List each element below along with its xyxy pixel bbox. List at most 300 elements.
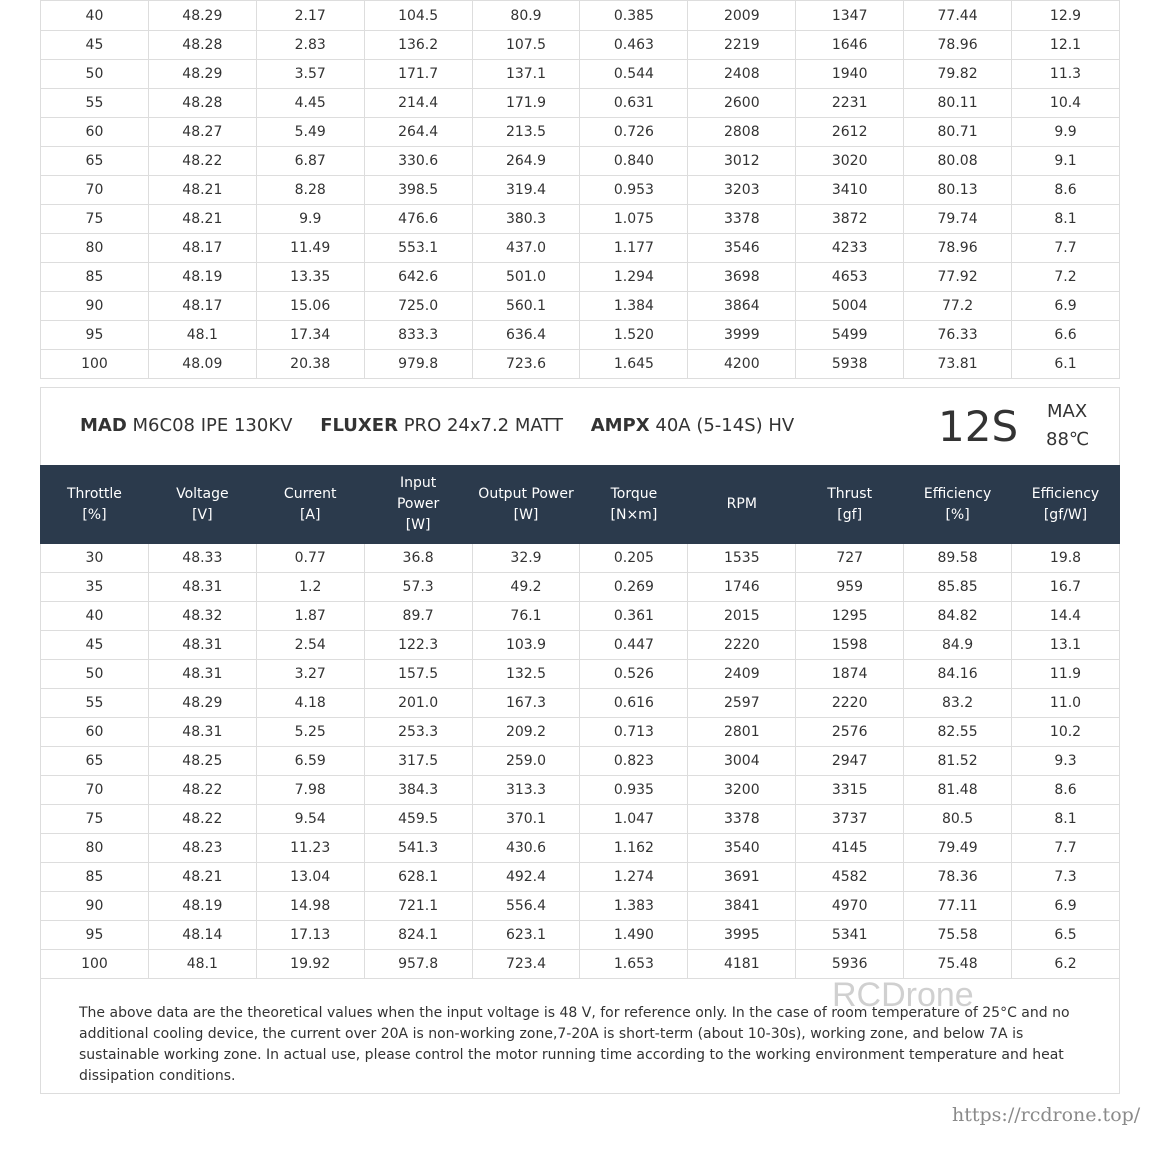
table-cell: 213.5 bbox=[472, 118, 580, 147]
table-cell: 0.840 bbox=[580, 147, 688, 176]
table-cell: 55 bbox=[41, 89, 149, 118]
table-cell: 80.71 bbox=[904, 118, 1012, 147]
table-cell: 80.11 bbox=[904, 89, 1012, 118]
table-cell: 89.58 bbox=[904, 544, 1012, 573]
table-cell: 3004 bbox=[688, 747, 796, 776]
table-cell: 2600 bbox=[688, 89, 796, 118]
table-cell: 78.96 bbox=[904, 31, 1012, 60]
table-cell: 10.4 bbox=[1012, 89, 1120, 118]
table-cell: 48.28 bbox=[148, 31, 256, 60]
column-header-line: [W] bbox=[405, 517, 431, 533]
column-header-line: Output Power bbox=[478, 485, 574, 502]
table-cell: 264.4 bbox=[364, 118, 472, 147]
table-cell: 253.3 bbox=[364, 718, 472, 747]
table-cell: 725.0 bbox=[364, 292, 472, 321]
table-cell: 48.28 bbox=[148, 89, 256, 118]
table-cell: 5499 bbox=[796, 321, 904, 350]
table-cell: 1.162 bbox=[580, 834, 688, 863]
table-cell: 55 bbox=[41, 689, 149, 718]
prop-model: PRO 24x7.2 MATT bbox=[403, 415, 563, 436]
table-row bbox=[41, 205, 1120, 234]
table-cell: 48.21 bbox=[148, 176, 256, 205]
watermark: RCDrone bbox=[832, 976, 974, 1014]
table-cell: 3546 bbox=[688, 234, 796, 263]
table-cell: 330.6 bbox=[364, 147, 472, 176]
table-cell: 1.653 bbox=[580, 950, 688, 979]
table-cell: 84.9 bbox=[904, 631, 1012, 660]
table-cell: 60 bbox=[41, 718, 149, 747]
table-cell: 85 bbox=[41, 863, 149, 892]
table-cell: 6.9 bbox=[1012, 292, 1120, 321]
table-cell: 4233 bbox=[796, 234, 904, 263]
table-cell: 11.0 bbox=[1012, 689, 1120, 718]
table-cell: 5341 bbox=[796, 921, 904, 950]
table-cell: 7.7 bbox=[1012, 234, 1120, 263]
table-cell: 45 bbox=[41, 31, 149, 60]
table-cell: 80 bbox=[41, 834, 149, 863]
table-cell: 40 bbox=[41, 602, 149, 631]
main-table-header bbox=[41, 466, 1120, 544]
table-cell: 1535 bbox=[688, 544, 796, 573]
motor-model: M6C08 IPE 130KV bbox=[132, 415, 293, 436]
table-cell: 48.23 bbox=[148, 834, 256, 863]
table-cell: 7.98 bbox=[256, 776, 364, 805]
table-cell: 3.57 bbox=[256, 60, 364, 89]
table-cell: 1.384 bbox=[580, 292, 688, 321]
table-cell: 48.19 bbox=[148, 263, 256, 292]
table-cell: 1.047 bbox=[580, 805, 688, 834]
table-cell: 4145 bbox=[796, 834, 904, 863]
table-cell: 48.22 bbox=[148, 776, 256, 805]
table-row bbox=[41, 892, 1120, 921]
table-cell: 4970 bbox=[796, 892, 904, 921]
table-cell: 3378 bbox=[688, 805, 796, 834]
table-cell: 5936 bbox=[796, 950, 904, 979]
table-cell: 2408 bbox=[688, 60, 796, 89]
table-cell: 0.631 bbox=[580, 89, 688, 118]
table-cell: 3995 bbox=[688, 921, 796, 950]
table-cell: 721.1 bbox=[364, 892, 472, 921]
table-cell: 833.3 bbox=[364, 321, 472, 350]
table-cell: 48.31 bbox=[148, 718, 256, 747]
table-cell: 7.7 bbox=[1012, 834, 1120, 863]
table-cell: 0.953 bbox=[580, 176, 688, 205]
table-cell: 76.33 bbox=[904, 321, 1012, 350]
table-cell: 1.294 bbox=[580, 263, 688, 292]
table-cell: 0.269 bbox=[580, 573, 688, 602]
table-cell: 50 bbox=[41, 60, 149, 89]
table-cell: 3841 bbox=[688, 892, 796, 921]
top-data-table bbox=[40, 0, 1120, 379]
table-row bbox=[41, 660, 1120, 689]
column-header-line: Efficiency bbox=[923, 485, 992, 502]
table-cell: 437.0 bbox=[472, 234, 580, 263]
spec-line bbox=[80, 415, 794, 436]
table-cell: 9.1 bbox=[1012, 147, 1120, 176]
table-cell: 17.13 bbox=[256, 921, 364, 950]
table-cell: 45 bbox=[41, 631, 149, 660]
table-cell: 0.205 bbox=[580, 544, 688, 573]
table-cell: 4653 bbox=[796, 263, 904, 292]
table-row bbox=[41, 1, 1120, 31]
table-cell: 103.9 bbox=[472, 631, 580, 660]
table-cell: 2808 bbox=[688, 118, 796, 147]
table-row bbox=[41, 834, 1120, 863]
table-cell: 12.9 bbox=[1012, 1, 1120, 31]
table-cell: 80.13 bbox=[904, 176, 1012, 205]
table-cell: 48.22 bbox=[148, 147, 256, 176]
column-header-line: [%] bbox=[945, 506, 970, 523]
table-row bbox=[41, 747, 1120, 776]
table-cell: 492.4 bbox=[472, 863, 580, 892]
column-header-line: Voltage bbox=[176, 485, 229, 502]
table-cell: 78.96 bbox=[904, 234, 1012, 263]
column-header-line: [gf] bbox=[837, 506, 863, 523]
column-header-line: Current bbox=[283, 485, 337, 502]
max-temp: 88℃ bbox=[1046, 429, 1090, 450]
table-cell: 48.31 bbox=[148, 660, 256, 689]
table-cell: 319.4 bbox=[472, 176, 580, 205]
column-header-line: [N×m] bbox=[610, 506, 658, 523]
table-cell: 65 bbox=[41, 147, 149, 176]
table-cell: 122.3 bbox=[364, 631, 472, 660]
table-cell: 636.4 bbox=[472, 321, 580, 350]
table-cell: 6.2 bbox=[1012, 950, 1120, 979]
table-cell: 11.9 bbox=[1012, 660, 1120, 689]
table-cell: 3698 bbox=[688, 263, 796, 292]
column-header bbox=[41, 466, 149, 544]
table-cell: 2.17 bbox=[256, 1, 364, 31]
table-cell: 3020 bbox=[796, 147, 904, 176]
table-row bbox=[41, 60, 1120, 89]
column-header bbox=[796, 466, 904, 544]
table-cell: 9.54 bbox=[256, 805, 364, 834]
table-cell: 553.1 bbox=[364, 234, 472, 263]
table-cell: 2947 bbox=[796, 747, 904, 776]
table-row bbox=[41, 776, 1120, 805]
esc-model: 40A (5-14S) HV bbox=[655, 415, 795, 436]
table-cell: 13.1 bbox=[1012, 631, 1120, 660]
table-cell: 209.2 bbox=[472, 718, 580, 747]
table-cell: 501.0 bbox=[472, 263, 580, 292]
column-header-line: [gf/W] bbox=[1043, 506, 1088, 523]
table-row bbox=[41, 350, 1120, 379]
table-cell: 14.98 bbox=[256, 892, 364, 921]
table-cell: 3.27 bbox=[256, 660, 364, 689]
table-cell: 100 bbox=[41, 350, 149, 379]
table-row bbox=[41, 118, 1120, 147]
table-cell: 50 bbox=[41, 660, 149, 689]
max-label: MAX bbox=[1047, 401, 1088, 422]
table-cell: 6.6 bbox=[1012, 321, 1120, 350]
column-header bbox=[472, 466, 580, 544]
table-cell: 136.2 bbox=[364, 31, 472, 60]
table-cell: 95 bbox=[41, 321, 149, 350]
table-cell: 1940 bbox=[796, 60, 904, 89]
table-cell: 317.5 bbox=[364, 747, 472, 776]
table-row bbox=[41, 718, 1120, 747]
table-cell: 628.1 bbox=[364, 863, 472, 892]
table-cell: 3864 bbox=[688, 292, 796, 321]
prop-brand: FLUXER bbox=[320, 415, 398, 436]
table-cell: 6.59 bbox=[256, 747, 364, 776]
table-cell: 1.87 bbox=[256, 602, 364, 631]
table-cell: 8.6 bbox=[1012, 176, 1120, 205]
table-row bbox=[41, 689, 1120, 718]
table-cell: 0.385 bbox=[580, 1, 688, 31]
table-cell: 1.645 bbox=[580, 350, 688, 379]
table-cell: 80.08 bbox=[904, 147, 1012, 176]
main-table-body bbox=[41, 544, 1120, 979]
table-cell: 642.6 bbox=[364, 263, 472, 292]
table-cell: 75 bbox=[41, 805, 149, 834]
table-cell: 48.19 bbox=[148, 892, 256, 921]
table-cell: 2.83 bbox=[256, 31, 364, 60]
table-row bbox=[41, 147, 1120, 176]
table-cell: 40 bbox=[41, 1, 149, 31]
table-cell: 132.5 bbox=[472, 660, 580, 689]
note-text: The above data are the theoretical values when the input voltage is 48 V, for reference only. In the case of room temperature of 25°C and no additional cooling device, the current over 20A is non-working zone,7-20A is short-term (about 10-30s), working zone, and below 7A is sustainable working zone. In actual use, please control the motor running time according to the working environment temperature and heat dissipation conditions. bbox=[79, 1005, 1070, 1084]
table-cell: 0.726 bbox=[580, 118, 688, 147]
table-cell: 4.45 bbox=[256, 89, 364, 118]
table-cell: 19.92 bbox=[256, 950, 364, 979]
table-row bbox=[41, 321, 1120, 350]
table-cell: 4.18 bbox=[256, 689, 364, 718]
table-cell: 979.8 bbox=[364, 350, 472, 379]
column-header-line: [V] bbox=[192, 506, 213, 523]
table-cell: 5938 bbox=[796, 350, 904, 379]
column-header-line: [A] bbox=[299, 506, 321, 523]
table-cell: 82.55 bbox=[904, 718, 1012, 747]
table-row bbox=[41, 292, 1120, 321]
table-cell: 85.85 bbox=[904, 573, 1012, 602]
table-cell: 171.9 bbox=[472, 89, 580, 118]
table-cell: 7.3 bbox=[1012, 863, 1120, 892]
table-row bbox=[41, 31, 1120, 60]
column-header bbox=[1012, 466, 1120, 544]
table-cell: 48.17 bbox=[148, 234, 256, 263]
table-cell: 959 bbox=[796, 573, 904, 602]
motor-brand: MAD bbox=[80, 415, 127, 436]
table-row bbox=[41, 263, 1120, 292]
table-cell: 5.25 bbox=[256, 718, 364, 747]
table-cell: 1.490 bbox=[580, 921, 688, 950]
table-cell: 79.74 bbox=[904, 205, 1012, 234]
table-cell: 1.2 bbox=[256, 573, 364, 602]
table-cell: 48.21 bbox=[148, 205, 256, 234]
table-cell: 0.447 bbox=[580, 631, 688, 660]
table-cell: 1598 bbox=[796, 631, 904, 660]
table-cell: 5.49 bbox=[256, 118, 364, 147]
table-cell: 35 bbox=[41, 573, 149, 602]
table-cell: 398.5 bbox=[364, 176, 472, 205]
table-cell: 13.04 bbox=[256, 863, 364, 892]
column-header bbox=[904, 466, 1012, 544]
table-cell: 723.4 bbox=[472, 950, 580, 979]
table-cell: 32.9 bbox=[472, 544, 580, 573]
column-header-line: Throttle bbox=[66, 485, 122, 502]
table-cell: 20.38 bbox=[256, 350, 364, 379]
table-cell: 430.6 bbox=[472, 834, 580, 863]
table-cell: 48.29 bbox=[148, 60, 256, 89]
table-cell: 95 bbox=[41, 921, 149, 950]
column-header-line: Input bbox=[399, 475, 437, 491]
table-cell: 2612 bbox=[796, 118, 904, 147]
table-cell: 8.6 bbox=[1012, 776, 1120, 805]
table-cell: 560.1 bbox=[472, 292, 580, 321]
table-cell: 167.3 bbox=[472, 689, 580, 718]
table-cell: 0.713 bbox=[580, 718, 688, 747]
table-cell: 3200 bbox=[688, 776, 796, 805]
table-cell: 0.823 bbox=[580, 747, 688, 776]
table-cell: 727 bbox=[796, 544, 904, 573]
column-header-line: Power bbox=[396, 496, 440, 512]
table-cell: 6.5 bbox=[1012, 921, 1120, 950]
table-cell: 2009 bbox=[688, 1, 796, 31]
table-cell: 9.9 bbox=[1012, 118, 1120, 147]
table-cell: 3999 bbox=[688, 321, 796, 350]
table-row bbox=[41, 544, 1120, 573]
table-cell: 2219 bbox=[688, 31, 796, 60]
table-cell: 313.3 bbox=[472, 776, 580, 805]
column-header-line: Thrust bbox=[827, 485, 873, 502]
table-cell: 12.1 bbox=[1012, 31, 1120, 60]
cell-count: 12S bbox=[938, 402, 1019, 451]
column-header bbox=[364, 466, 472, 544]
table-cell: 2220 bbox=[796, 689, 904, 718]
site-url[interactable]: https://rcdrone.top/ bbox=[952, 1104, 1141, 1126]
table-cell: 104.5 bbox=[364, 1, 472, 31]
esc-brand: AMPX bbox=[590, 415, 650, 436]
table-cell: 48.29 bbox=[148, 1, 256, 31]
table-cell: 3691 bbox=[688, 863, 796, 892]
table-cell: 201.0 bbox=[364, 689, 472, 718]
table-row bbox=[41, 805, 1120, 834]
table-cell: 3410 bbox=[796, 176, 904, 205]
table-cell: 48.27 bbox=[148, 118, 256, 147]
table-cell: 48.31 bbox=[148, 631, 256, 660]
table-cell: 19.8 bbox=[1012, 544, 1120, 573]
table-cell: 1347 bbox=[796, 1, 904, 31]
table-cell: 459.5 bbox=[364, 805, 472, 834]
table-cell: 70 bbox=[41, 776, 149, 805]
table-cell: 48.25 bbox=[148, 747, 256, 776]
table-cell: 48.31 bbox=[148, 573, 256, 602]
table-cell: 2801 bbox=[688, 718, 796, 747]
table-cell: 48.21 bbox=[148, 863, 256, 892]
table-cell: 75.48 bbox=[904, 950, 1012, 979]
table-cell: 49.2 bbox=[472, 573, 580, 602]
table-cell: 77.11 bbox=[904, 892, 1012, 921]
table-cell: 4200 bbox=[688, 350, 796, 379]
table-cell: 137.1 bbox=[472, 60, 580, 89]
table-cell: 30 bbox=[41, 544, 149, 573]
table-cell: 48.33 bbox=[148, 544, 256, 573]
table-cell: 81.48 bbox=[904, 776, 1012, 805]
table-cell: 48.22 bbox=[148, 805, 256, 834]
table-row bbox=[41, 602, 1120, 631]
column-header bbox=[256, 466, 364, 544]
table-cell: 80.9 bbox=[472, 1, 580, 31]
table-cell: 48.17 bbox=[148, 292, 256, 321]
table-cell: 79.49 bbox=[904, 834, 1012, 863]
table-row bbox=[41, 234, 1120, 263]
table-cell: 0.616 bbox=[580, 689, 688, 718]
column-header-line: [W] bbox=[513, 506, 539, 523]
table-row bbox=[41, 176, 1120, 205]
table-cell: 6.87 bbox=[256, 147, 364, 176]
table-cell: 75 bbox=[41, 205, 149, 234]
table-cell: 9.9 bbox=[256, 205, 364, 234]
table-cell: 3315 bbox=[796, 776, 904, 805]
table-cell: 80 bbox=[41, 234, 149, 263]
table-cell: 1.177 bbox=[580, 234, 688, 263]
column-header bbox=[148, 466, 256, 544]
table-cell: 384.3 bbox=[364, 776, 472, 805]
table-row bbox=[41, 950, 1120, 979]
table-cell: 5004 bbox=[796, 292, 904, 321]
table-cell: 1.383 bbox=[580, 892, 688, 921]
table-cell: 476.6 bbox=[364, 205, 472, 234]
table-cell: 81.52 bbox=[904, 747, 1012, 776]
table-cell: 2231 bbox=[796, 89, 904, 118]
table-cell: 10.2 bbox=[1012, 718, 1120, 747]
top-table-body bbox=[41, 1, 1120, 379]
table-cell: 2.54 bbox=[256, 631, 364, 660]
table-row bbox=[41, 89, 1120, 118]
table-cell: 11.49 bbox=[256, 234, 364, 263]
table-cell: 8.28 bbox=[256, 176, 364, 205]
column-header-line: [%] bbox=[82, 506, 107, 523]
table-cell: 11.3 bbox=[1012, 60, 1120, 89]
table-cell: 48.32 bbox=[148, 602, 256, 631]
table-cell: 85 bbox=[41, 263, 149, 292]
table-cell: 76.1 bbox=[472, 602, 580, 631]
table-cell: 957.8 bbox=[364, 950, 472, 979]
table-cell: 623.1 bbox=[472, 921, 580, 950]
table-cell: 541.3 bbox=[364, 834, 472, 863]
table-cell: 60 bbox=[41, 118, 149, 147]
table-cell: 1.520 bbox=[580, 321, 688, 350]
table-cell: 80.5 bbox=[904, 805, 1012, 834]
table-cell: 3737 bbox=[796, 805, 904, 834]
table-cell: 107.5 bbox=[472, 31, 580, 60]
table-cell: 78.36 bbox=[904, 863, 1012, 892]
table-cell: 2015 bbox=[688, 602, 796, 631]
table-cell: 380.3 bbox=[472, 205, 580, 234]
table-cell: 0.526 bbox=[580, 660, 688, 689]
table-cell: 3378 bbox=[688, 205, 796, 234]
table-cell: 0.935 bbox=[580, 776, 688, 805]
table-cell: 1646 bbox=[796, 31, 904, 60]
table-cell: 2597 bbox=[688, 689, 796, 718]
table-cell: 1295 bbox=[796, 602, 904, 631]
table-cell: 17.34 bbox=[256, 321, 364, 350]
table-cell: 83.2 bbox=[904, 689, 1012, 718]
table-cell: 11.23 bbox=[256, 834, 364, 863]
table-cell: 723.6 bbox=[472, 350, 580, 379]
table-cell: 84.82 bbox=[904, 602, 1012, 631]
table-cell: 73.81 bbox=[904, 350, 1012, 379]
table-cell: 0.544 bbox=[580, 60, 688, 89]
table-cell: 0.463 bbox=[580, 31, 688, 60]
table-cell: 264.9 bbox=[472, 147, 580, 176]
spec-header bbox=[40, 387, 1120, 466]
table-cell: 16.7 bbox=[1012, 573, 1120, 602]
table-cell: 6.9 bbox=[1012, 892, 1120, 921]
table-row bbox=[41, 573, 1120, 602]
table-cell: 8.1 bbox=[1012, 205, 1120, 234]
